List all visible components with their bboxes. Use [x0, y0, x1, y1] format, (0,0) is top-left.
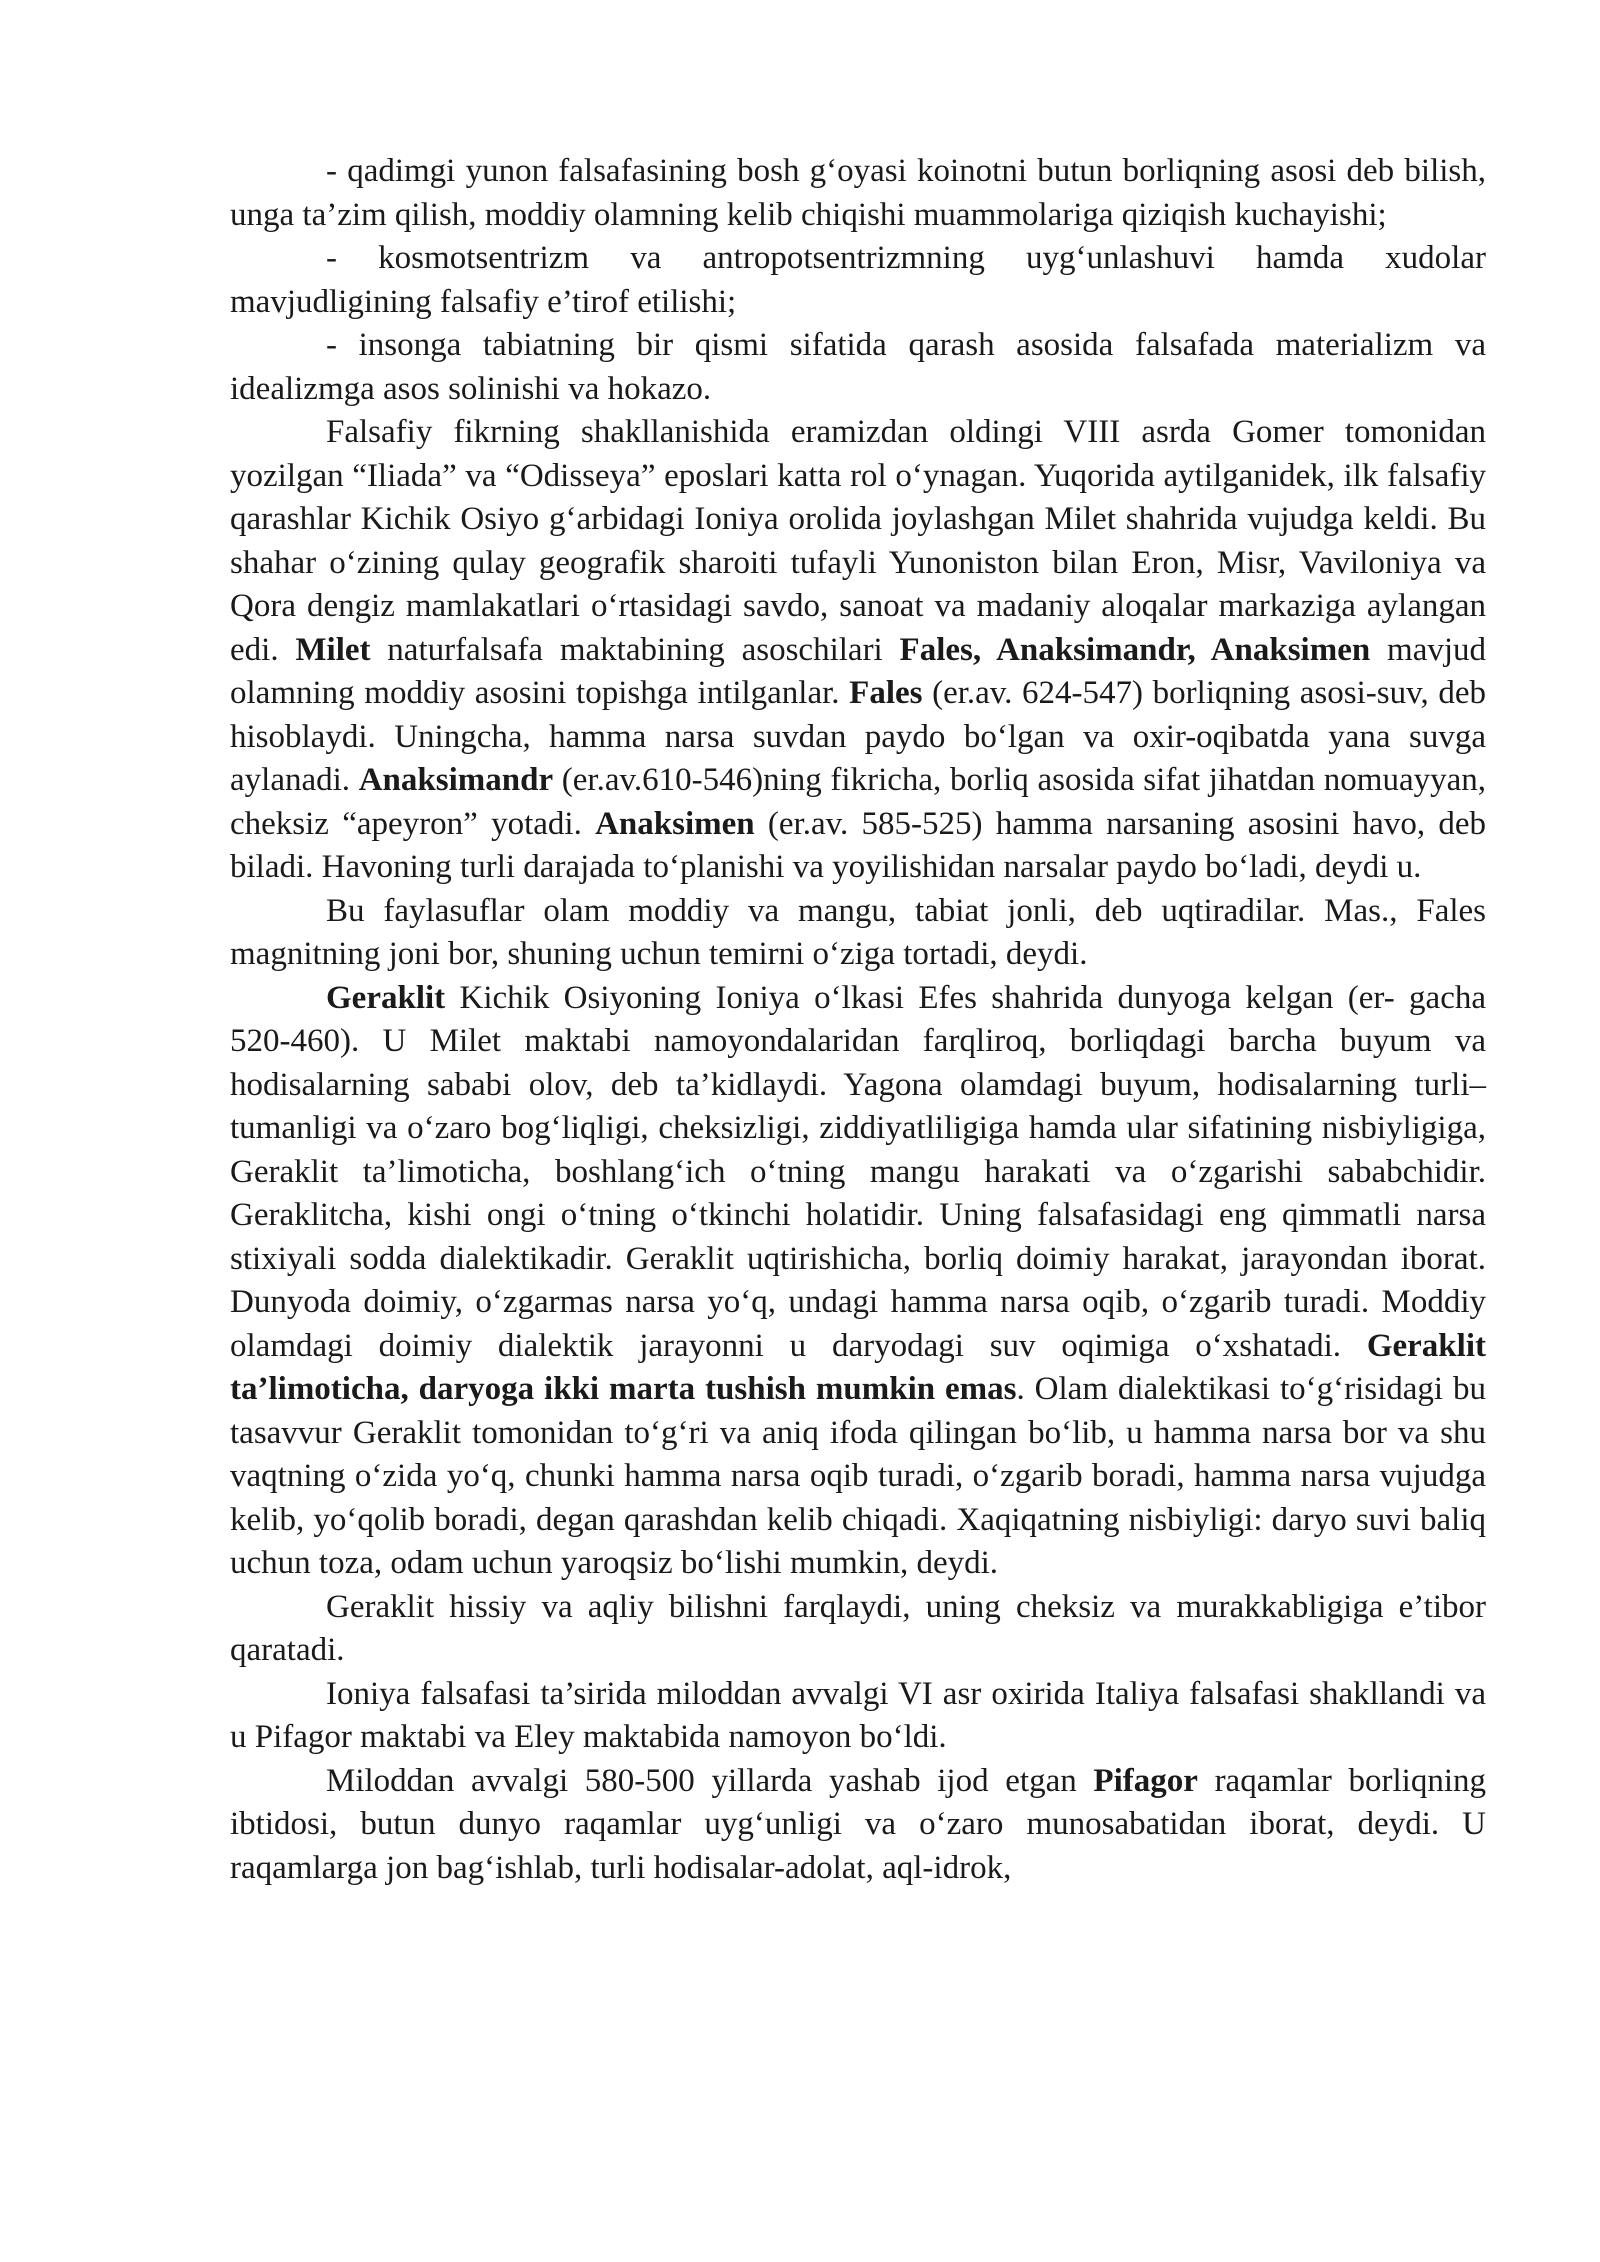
text-run: naturfalsafa maktabining asoschilari	[370, 631, 900, 668]
paragraph-3	[230, 324, 1486, 411]
text-run: - insonga tabiatning bir qismi sifatida qarash asosida falsafada materializm va idealizmga asos solinishi va hokazo.	[230, 327, 1486, 407]
text-run: (er.av. 585-525) hamma narsaning asosini havo, deb biladi. Havoning turli darajada to‘planishi va yoyilishidan narsalar paydo bo‘ladi, deydi u.	[230, 805, 1486, 885]
text-run: raqamlar borliqning ibtidosi, butun dunyo raqamlar uyg‘unligi va o‘zaro munosabatidan iborat, deydi. U raqamlarga jon bag‘ishlab, turli hodisalar-adolat, aql-idrok,	[230, 1762, 1486, 1886]
paragraph-4	[230, 411, 1486, 890]
text-run: - qadimgi yunon falsafasining bosh g‘oyasi koinotni butun borliqning asosi deb bilish, unga ta’zim qilish, moddiy olamning kelib chiqishi muammolariga qiziqish kuchayishi;	[230, 153, 1486, 233]
paragraph-7	[230, 1586, 1486, 1673]
bold-term: Fales, Anaksimandr, Anaksimen	[899, 631, 1371, 668]
paragraph-9	[230, 1760, 1486, 1891]
text-run: Ioniya falsafasi ta’sirida miloddan avvalgi VI asr oxirida Italiya falsafasi shakllandi va u Pifagor maktabi va Eley maktabida namoyon bo‘ldi.	[230, 1675, 1486, 1755]
paragraph-1	[230, 150, 1486, 237]
text-run: mavjud olamning moddiy asosini topishga intilganlar.	[230, 631, 1487, 711]
bold-term: Anaksimandr	[358, 762, 554, 798]
text-run: Kichik Osiyoning Ioniya o‘lkasi Efes shahrida dunyoga kelgan (er- gacha 520-460). U Milet maktabi namoyondalaridan farqliroq, borliqdagi barcha buyum va hodisalarning sababi olov, deb ta’kidlaydi. Yagona olamdagi buyum, hodisalarning turli–tumanligi va o‘zaro bog‘liqligi, cheksizligi, ziddiyatliligiga hamda ular sifatining nisbiyligiga, Geraklit ta’limoticha, boshlang‘ich o‘tning mangu harakati va o‘zgarishi sababchidir. Geraklitcha, kishi ongi o‘tning o‘tkinchi holatidir. Uning falsafasidagi eng qimmatli narsa stixiyali sodda dialektikadir. Geraklit uqtirishicha, borliq doimiy harakat, jarayondan iborat. Dunyoda doimiy, o‘zgarmas narsa yo‘q, undagi hamma narsa oqib, o‘zgarib turadi. Moddiy olamdagi doimiy dialektik jarayonni u daryodagi suv oqimiga o‘xshatadi.	[230, 979, 1486, 1364]
paragraph-8	[230, 1673, 1486, 1760]
bold-term: Anaksimen	[595, 805, 755, 842]
text-run: (er.av.610-546)ning fikricha, borliq asosida sifat jihatdan nomuayyan, cheksiz “apeyron” yotadi.	[230, 762, 1486, 842]
paragraph-2	[230, 237, 1486, 324]
bold-term: Milet	[295, 631, 371, 668]
bold-term: Pifagor	[1093, 1762, 1198, 1799]
paragraph-5	[230, 890, 1486, 977]
paragraph-6	[230, 977, 1486, 1586]
bold-term: Geraklit ta’limoticha, daryoga ikki marta tushish mumkin emas	[230, 1327, 1486, 1407]
bold-term: Geraklit	[326, 979, 446, 1016]
text-run: Falsafiy fikrning shakllanishida eramizdan oldingi VIII asrda Gomer tomonidan yozilgan “Iliada” va “Odisseya” eposlari katta rol o‘ynagan. Yuqorida aytilganidek, ilk falsafiy qarashlar Kichik Osiyo g‘arbidagi Ioniya orolida joylashgan Milet shahrida vujudga keldi. Bu shahar o‘zining qulay geografik sharoiti tufayli Yunoniston bilan Eron, Misr, Vaviloniya va Qora dengiz mamlakatlari o‘rtasidagi savdo, sanoat va madaniy aloqalar markaziga aylangan edi.	[230, 414, 1486, 668]
text-run: Geraklit hissiy va aqliy bilishni farqlaydi, uning cheksiz va murakkabligiga e’tibor qaratadi.	[230, 1588, 1486, 1668]
bold-term: Fales	[849, 675, 923, 711]
text-run: . Olam dialektikasi to‘g‘risidagi bu tasavvur Geraklit tomonidan to‘g‘ri va aniq ifoda qilingan bo‘lib, u hamma narsa bor va shu vaqtning o‘zida yo‘q, chunki hamma narsa oqib turadi, o‘zgarib boradi, hamma narsa vujudga kelib, yo‘qolib boradi, degan qarashdan kelib chiqadi. Xaqiqatning nisbiyligi: daryo suvi baliq uchun toza, odam uchun yaroqsiz bo‘lishi mumkin, deydi.	[230, 1371, 1487, 1581]
document-page	[230, 150, 1486, 1890]
text-run: Miloddan avvalgi 580-500 yillarda yashab ijod etgan	[326, 1762, 1094, 1799]
text-run: Bu faylasuflar olam moddiy va mangu, tabiat jonli, deb uqtiradilar. Mas., Fales magnitning joni bor, shuning uchun temirni o‘ziga tortadi, deydi.	[230, 892, 1486, 972]
text-run: - kosmotsentrizm va antropotsentrizmning uyg‘unlashuvi hamda xudolar mavjudligining falsafiy e’tirof etilishi;	[230, 240, 1486, 320]
text-run: (er.av. 624-547) borliqning asosi-suv, deb hisoblaydi. Uningcha, hamma narsa suvdan paydo bo‘lgan va oxir-oqibatda yana suvga aylanadi.	[230, 675, 1486, 798]
